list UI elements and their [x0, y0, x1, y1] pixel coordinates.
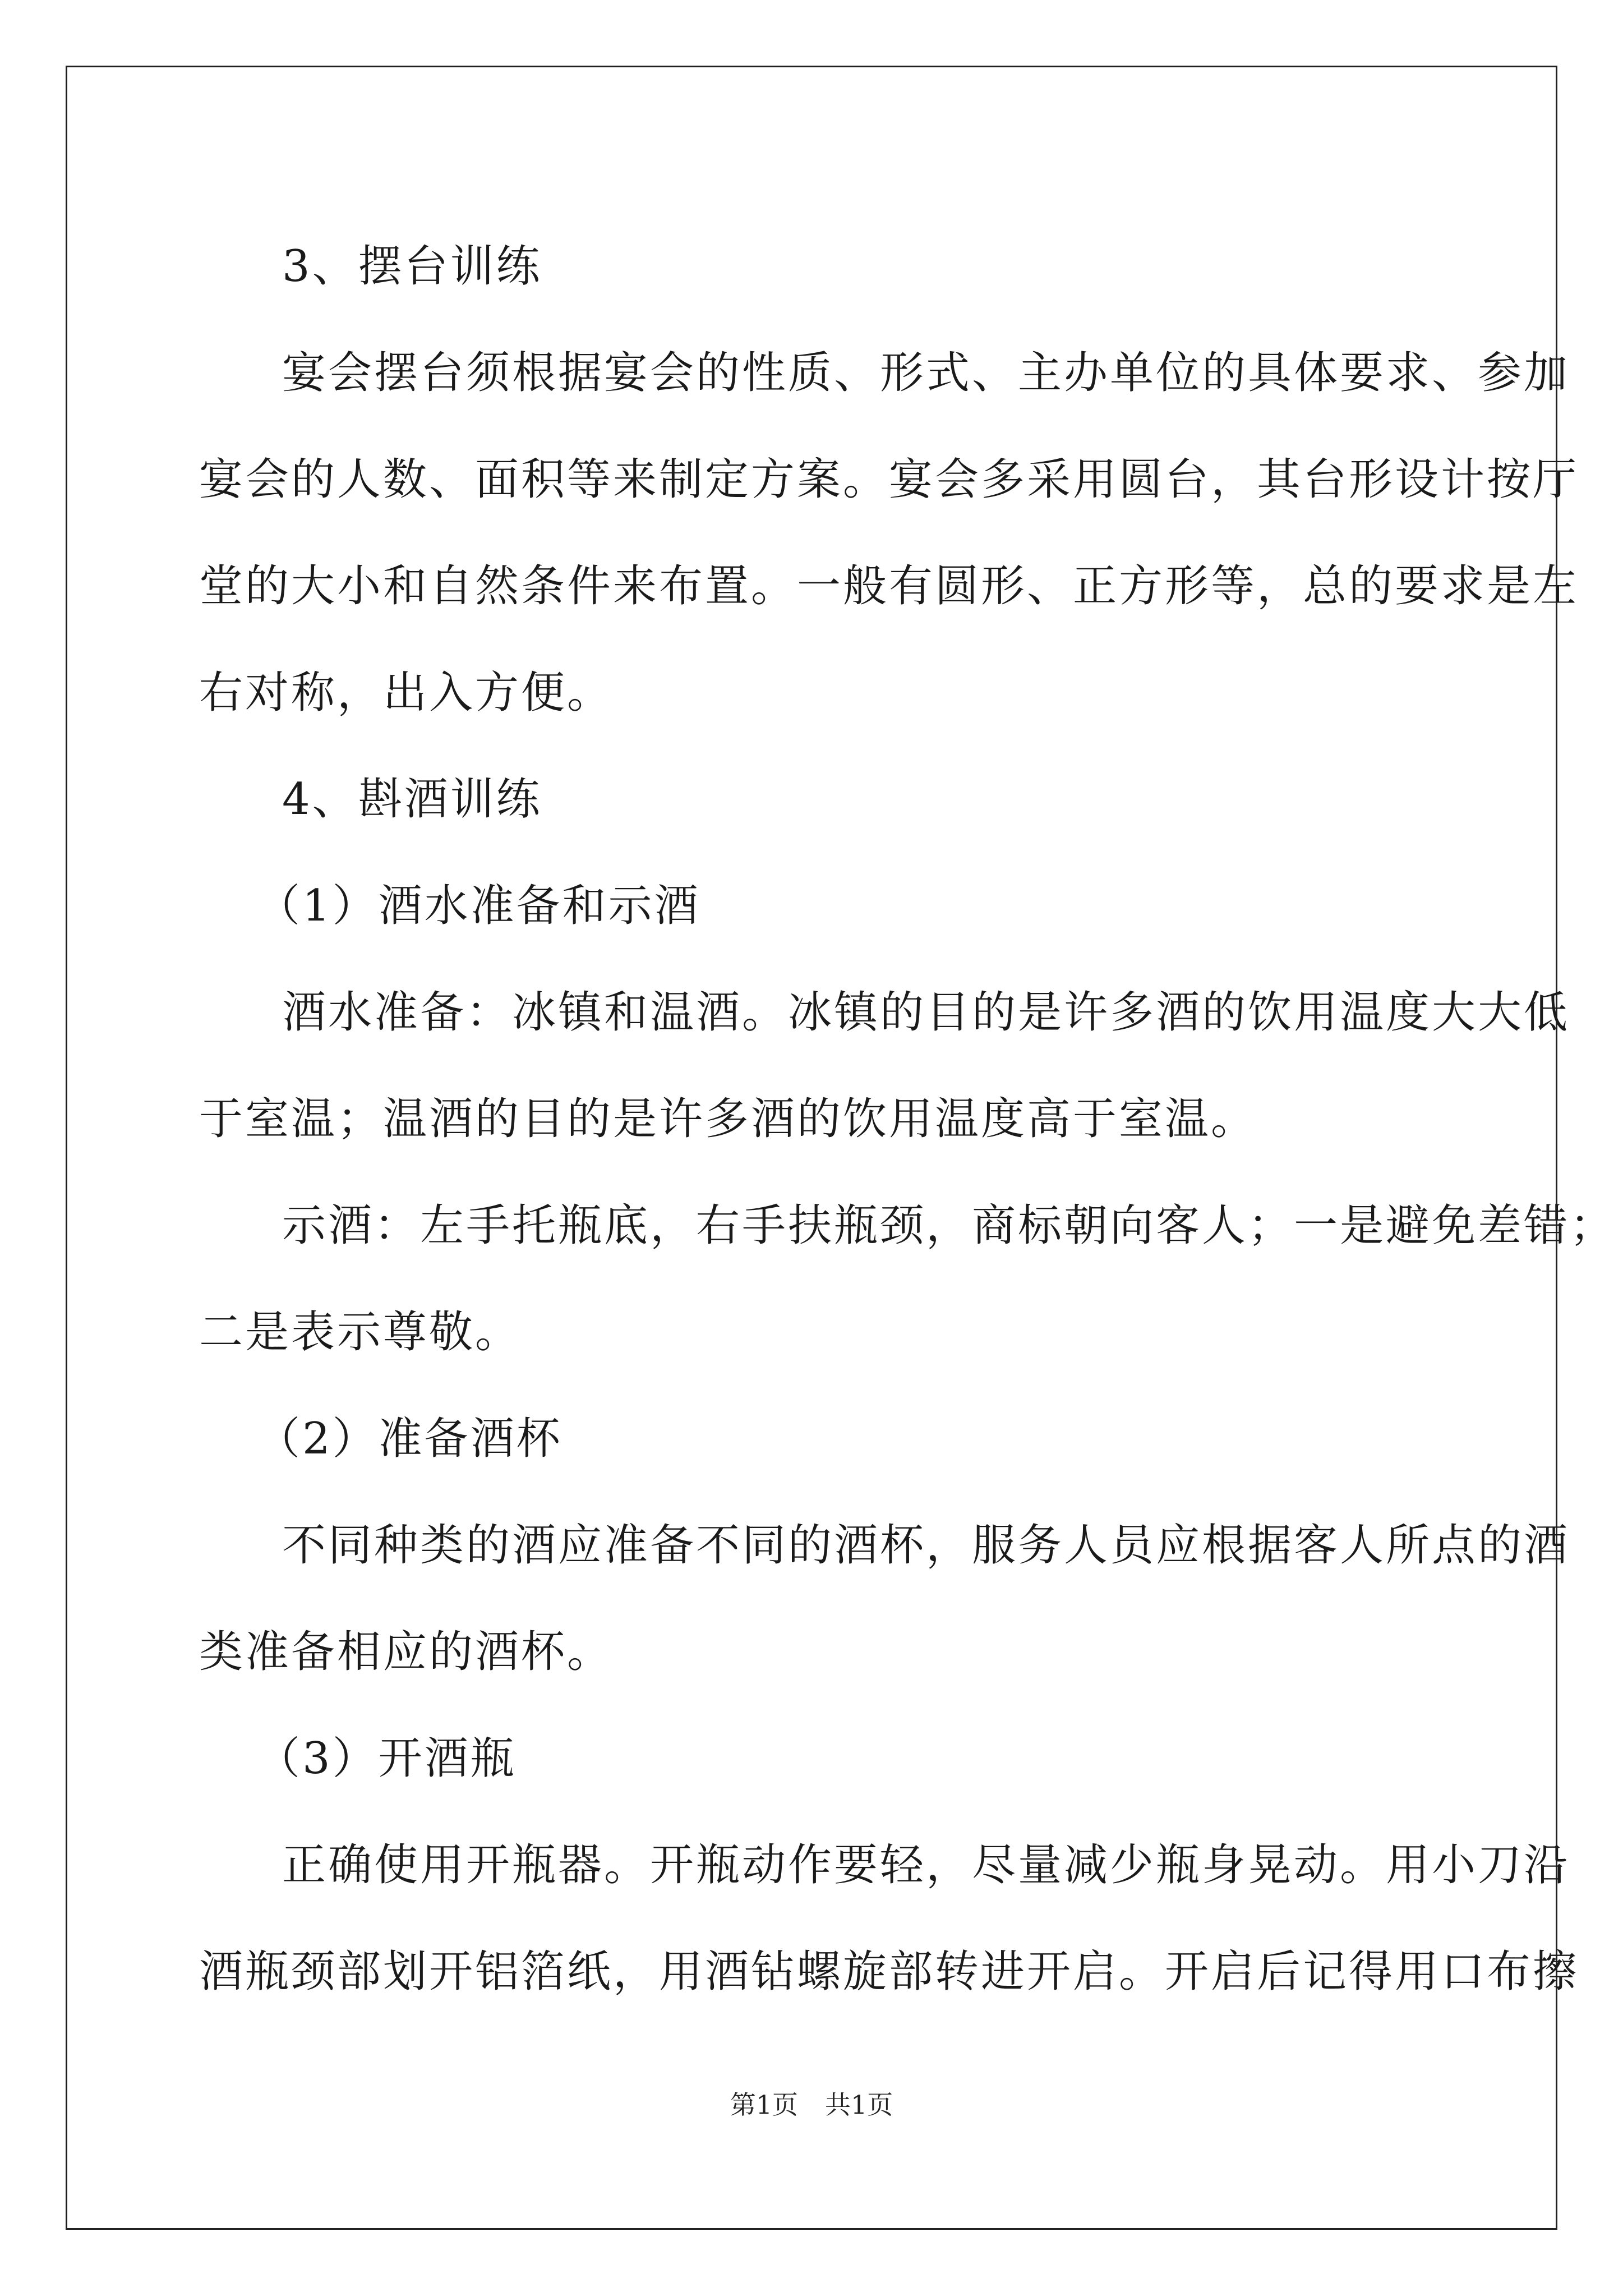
paragraph-line: 宴会摆台须根据宴会的性质、形式、主办单位的具体要求、参加 — [282, 348, 1570, 398]
section-heading: 3、摆台训练 — [282, 241, 542, 292]
paragraph-line: 正确使用开瓶器。开瓶动作要轻，尽量减少瓶身晃动。用小刀沿 — [282, 1840, 1570, 1890]
page-total: 共1页 — [825, 2090, 893, 2120]
paragraph-line: 堂的大小和自然条件来布置。一般有圆形、正方形等，总的要求是左 — [199, 561, 1579, 611]
subsection-heading: （1）酒水准备和示酒 — [256, 881, 700, 931]
paragraph-line: 示酒：左手托瓶底，右手扶瓶颈，商标朝向客人；一是避免差错； — [282, 1200, 1616, 1251]
page-number: 第1页 — [730, 2090, 798, 2120]
paragraph-line: 不同种类的酒应准备不同的酒杯，服务人员应根据客人所点的酒 — [282, 1520, 1570, 1571]
paragraph-line: 酒瓶颈部划开铝箔纸，用酒钻螺旋部转进开启。开启后记得用口布擦 — [199, 1947, 1579, 1997]
paragraph-line: 宴会的人数、面积等来制定方案。宴会多采用圆台，其台形设计按厅 — [199, 454, 1579, 505]
section-heading: 4、斟酒训练 — [282, 774, 542, 825]
subsection-heading: （3）开酒瓶 — [256, 1733, 517, 1784]
paragraph-line: 右对称，出入方便。 — [199, 668, 614, 718]
paragraph-line: 二是表示尊敬。 — [199, 1307, 522, 1358]
subsection-heading: （2）准备酒杯 — [256, 1414, 562, 1464]
paragraph-line: 于室温；温酒的目的是许多酒的饮用温度高于室温。 — [199, 1094, 1257, 1144]
page-footer — [0, 2088, 1623, 2122]
paragraph-line: 酒水准备：冰镇和温酒。冰镇的目的是许多酒的饮用温度大大低 — [282, 987, 1570, 1038]
document-body — [199, 213, 1616, 2025]
paragraph-line: 类准备相应的酒杯。 — [199, 1627, 614, 1677]
